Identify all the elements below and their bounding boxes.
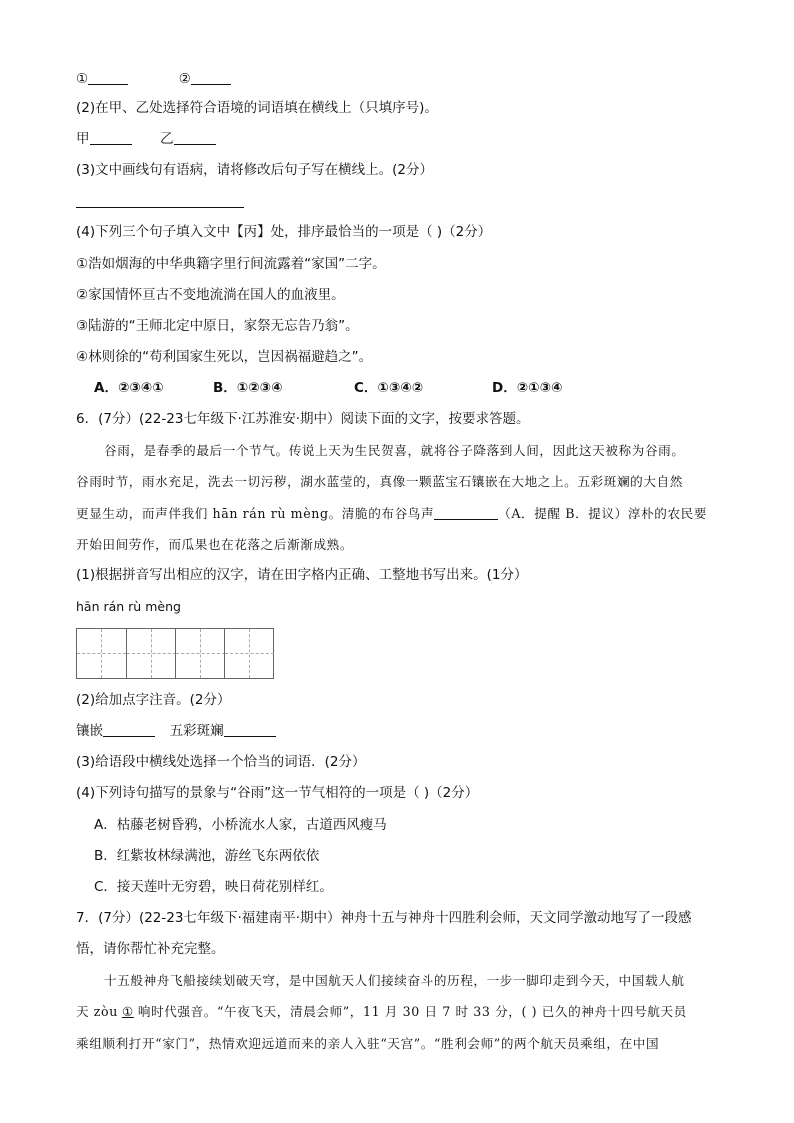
q5-part3: (3)文中画线句有语病，请将修改后句子写在横线上。(2分） [76,162,433,178]
q6-passage-line-2: 谷雨时节，雨水充足，洗去一切污秽，湖水蓝莹的，真像一颗蓝宝石镶嵌在大地之上。五彩斑斓的大自然 [76,474,683,489]
tianzige-cell[interactable] [126,629,175,678]
q6-part3: (3)给语段中横线处选择一个恰当的词语．(2分） [76,754,366,770]
tianzige-cell[interactable] [175,629,224,678]
blank-2-label: ② [178,71,191,87]
answer-blank-1[interactable] [88,70,128,85]
xiangqian-blank[interactable] [103,722,155,737]
q5-option-b[interactable]: B．①②③④ [213,380,283,396]
q5-sentence-4: ④林则徐的“苟利国家生死以，岂因祸福避趋之”。 [76,349,373,365]
answer-blank-2[interactable] [191,70,231,85]
q5-option-a[interactable]: A．②③④① [94,380,164,396]
q6-part4: (4)下列诗句描写的景象与“谷雨”这一节气相符的一项是（ )（2分） [76,785,479,801]
q6-pronunciation-row [76,722,276,740]
q6-pinyin: hān rán rù mèng [76,599,181,614]
q7-blank-1-marker[interactable]: ① [121,1004,134,1019]
word-xiangqian: 镶嵌 [76,723,103,739]
word-wucaibanlan: 五彩斑斓 [169,723,224,739]
wucaibanlan-blank[interactable] [224,722,276,737]
q7-passage-line-2 [76,1003,687,1021]
jia-blank[interactable] [90,130,132,145]
q5-sentence-1: ①浩如烟海的中华典籍字里行间流露着“家国”二字。 [76,256,386,272]
jia-yi-row [76,130,216,148]
answer-blanks-row [76,70,231,88]
blank-1-label: ① [76,71,89,87]
jia-label: 甲 [76,131,90,147]
q6-word-blank[interactable] [434,505,498,520]
q5-option-c[interactable]: C．①③④② [354,380,424,396]
q5-part2: (2)在甲、乙处选择符合语境的词语填在横线上（只填序号)。 [76,100,438,116]
q5-sentence-3: ③陆游的“王师北定中原日，家祭无忘告乃翁”。 [76,318,359,334]
q6-passage-line-3 [76,505,707,523]
q6-option-c[interactable]: C．接天莲叶无穷碧，映日荷花别样红。 [94,879,333,895]
tianzige-grid[interactable] [76,628,274,679]
tianzige-cell[interactable] [224,629,273,678]
q7-passage-line-2a: 天 zòu [76,1004,118,1019]
q7-header: 7．(7分）(22-23七年级下·福建南平·期中）神舟十五与神舟十四胜利会师，天文同学激动地写了一段感 [76,910,692,926]
q7-passage-line-1: 十五般神舟飞船接续划破天穹，是中国航天人们接续奋斗的历程，一步一脚印走到今天，中国载人航 [104,973,685,988]
q7-passage-line-3: 乘组顺利打开“家门”，热情欢迎远道而来的亲人入驻“天宫”。“胜利会师”的两个航天员乘组，在中国 [76,1036,660,1051]
q5-sentence-2: ②家国情怀亘古不变地流淌在国人的血液里。 [76,287,345,303]
q6-passage-line-1: 谷雨，是春季的最后一个节气。传说上天为生民贺喜，就将谷子降落到人间，因此这天被称为谷雨。 [104,443,685,458]
q6-option-a[interactable]: A．枯藤老树昏鸦，小桥流水人家，古道西风瘦马 [94,817,387,833]
q7-header-line-2: 悟，请你帮忙补充完整。 [76,941,225,957]
q5-part4: (4)下列三个句子填入文中【丙】处，排序最恰当的一项是（ )（2分） [76,224,492,240]
q6-passage-line-3b: （A．提醒 B．提议）淳朴的农民要 [498,506,708,521]
q6-part2: (2)给加点字注音。(2分） [76,692,231,708]
q7-passage-line-2b: 响时代强音。“午夜飞天，清晨会师”，11 月 30 日 7 时 33 分，( ) 已久的神舟十四号航天员 [137,1004,687,1019]
q6-option-b[interactable]: B．红紫妆林绿满池，游丝飞东两依依 [94,848,320,864]
tianzige-cell[interactable] [77,629,126,678]
q5-part3-answer-line[interactable] [76,207,244,208]
q6-header: 6．(7分）(22-23七年级下·江苏淮安·期中）阅读下面的文字，按要求答题。 [76,411,530,427]
q5-option-d[interactable]: D．②①③④ [492,380,563,396]
q6-passage-line-3a: 更显生动，而声伴我们 hān rán rù mèng。清脆的布谷鸟声 [76,506,435,521]
q6-passage-line-4: 开始田间劳作，而瓜果也在花落之后渐渐成熟。 [76,537,354,552]
q6-part1: (1)根据拼音写出相应的汉字，请在田字格内正确、工整地书写出来。(1分） [76,567,528,583]
yi-label: 乙 [160,131,174,147]
yi-blank[interactable] [174,130,216,145]
